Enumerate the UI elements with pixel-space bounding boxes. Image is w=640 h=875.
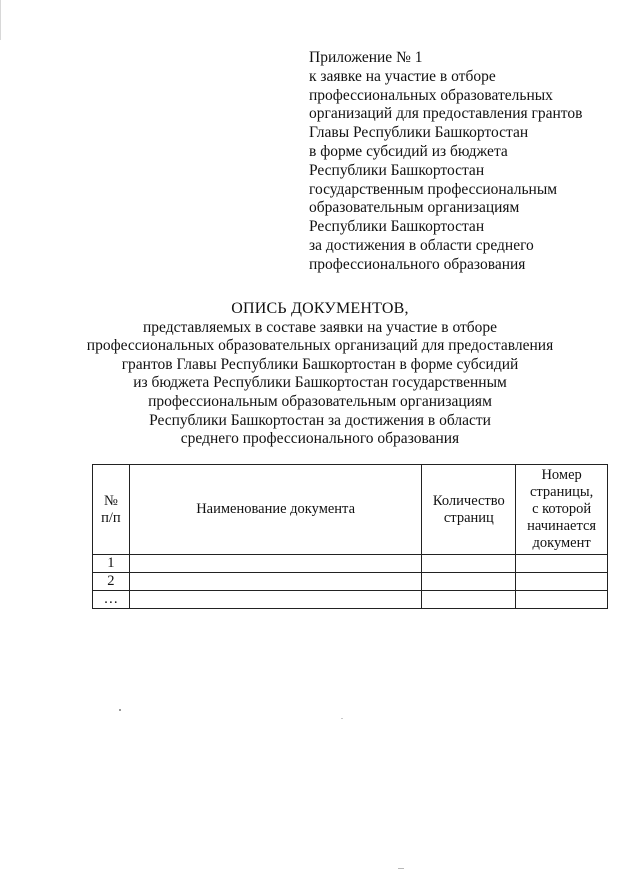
title-line: среднего профессионального образования <box>180 430 460 448</box>
scan-artifact <box>398 868 404 869</box>
row-start-page <box>516 591 608 609</box>
appendix-line: Приложение № 1 <box>309 49 423 66</box>
document-title-block <box>60 300 580 449</box>
header-document-name-text: Наименование документа <box>196 501 356 517</box>
appendix-line: образовательным организациям <box>309 199 520 217</box>
title-line: Республики Башкортостан за достижения в области <box>149 411 491 429</box>
row-document-name <box>129 573 422 591</box>
documents-table <box>92 464 608 609</box>
row-number: … <box>93 591 130 609</box>
header-start-page <box>516 465 608 555</box>
appendix-line: государственным профессиональным <box>309 180 558 198</box>
row-start-page <box>516 573 608 591</box>
row-page-count <box>422 591 516 609</box>
header-document-name <box>129 465 422 555</box>
table-row <box>93 555 608 573</box>
header-page-count-line: страниц <box>443 509 494 526</box>
appendix-line: Республики Башкортостан <box>309 218 485 236</box>
row-page-count <box>422 573 516 591</box>
row-number: 1 <box>93 555 130 573</box>
header-start-page-line: начинается <box>527 518 597 534</box>
title-line: из бюджета Республики Башкортостан государственным <box>133 374 507 392</box>
header-number-line: п/п <box>101 509 121 526</box>
row-start-page <box>516 555 608 573</box>
appendix-line: за достижения в области среднего <box>309 236 534 254</box>
header-number-line: № <box>103 492 118 509</box>
appendix-line: профессионального образования <box>309 255 526 273</box>
header-start-page-line: документ <box>532 535 591 551</box>
table-row <box>93 591 608 609</box>
appendix-line: Республики Башкортостан <box>309 161 485 179</box>
scan-artifact <box>0 0 1 40</box>
row-document-name <box>129 555 422 573</box>
appendix-line: Главы Республики Башкортостан <box>309 124 529 142</box>
appendix-line: к заявке на участие в отборе <box>309 67 496 85</box>
title-line: профессиональным образовательным организациям <box>148 392 492 410</box>
scan-artifact <box>341 718 343 719</box>
title-line: представляемых в составе заявки на участие в отборе <box>142 318 498 336</box>
header-page-count <box>422 465 516 555</box>
title-line: грантов Главы Республики Башкортостан в форме субсидий <box>121 355 519 373</box>
appendix-line: организаций для предоставления грантов <box>309 105 583 123</box>
scan-artifact <box>119 709 121 711</box>
row-number: 2 <box>93 573 130 591</box>
row-document-name <box>129 591 422 609</box>
header-page-count-line: Количество <box>432 492 505 509</box>
row-page-count <box>422 555 516 573</box>
appendix-line: профессиональных образовательных <box>309 86 553 104</box>
table-row <box>93 573 608 591</box>
appendix-line: в форме субсидий из бюджета <box>309 142 508 160</box>
document-title: ОПИСЬ ДОКУМЕНТОВ, <box>231 300 409 317</box>
table-header-row <box>93 465 608 555</box>
header-start-page-line: с которой <box>532 501 592 517</box>
header-start-page-line: страницы, <box>529 484 594 500</box>
appendix-header <box>309 49 609 275</box>
header-start-page-line: Номер <box>541 467 582 483</box>
header-number <box>93 465 130 555</box>
title-line: профессиональных образовательных организаций для предоставления <box>86 337 554 355</box>
